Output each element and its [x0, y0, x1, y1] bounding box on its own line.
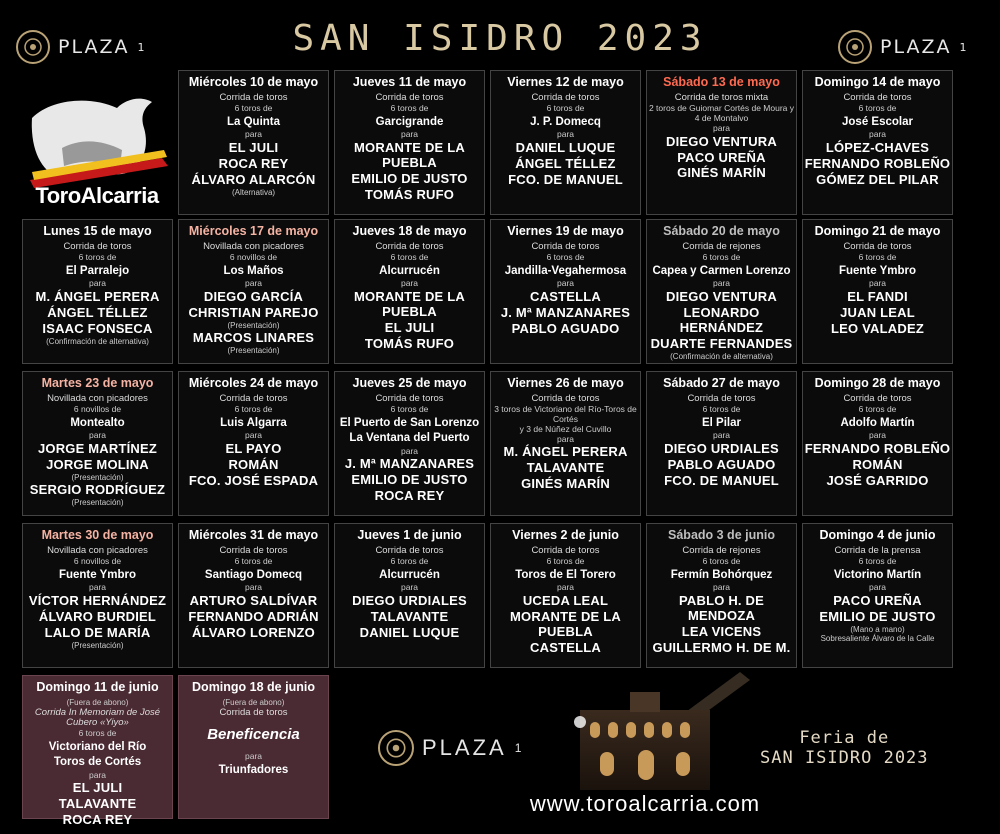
event-detail: para [244, 582, 262, 593]
event-detail: para [88, 278, 106, 289]
event-type: Corrida de toros [843, 92, 912, 104]
torero-name: LEO VALADEZ [831, 320, 924, 336]
plaza-de-toros-building-icon [540, 672, 760, 790]
event-detail: para [88, 430, 106, 441]
calendar-day-cell [178, 371, 329, 516]
torero-name: EMILIO DE JUSTO [819, 608, 936, 624]
torero-name: TOMÁS RUFO [364, 335, 455, 351]
day-heading: Martes 23 de mayo [41, 376, 154, 390]
torero-name: CHRISTIAN PAREJO [188, 304, 319, 320]
torero-name: TALAVANTE [370, 608, 449, 624]
ganaderia-name: Alcurrucén [379, 265, 440, 278]
day-heading: Sábado 3 de junio [668, 528, 775, 542]
torero-name: MARCOS LINARES [192, 330, 315, 346]
event-type: Corrida In Memoriam de José Cubero «Yiyo» [34, 706, 161, 729]
brand-sup: 1 [959, 40, 969, 54]
event-type: Novillada con picadores [47, 545, 148, 557]
event-note: (Presentación) [71, 640, 124, 650]
event-highlight: Beneficencia [207, 726, 300, 744]
event-type: Corrida de toros [219, 706, 288, 718]
day-heading: Domingo 14 de mayo [814, 75, 941, 89]
ganaderia-name: El Parralejo [65, 265, 130, 278]
calendar-day-cell [646, 219, 797, 364]
event-detail: para [556, 129, 574, 140]
torero-name: JORGE MOLINA [46, 456, 149, 472]
torero-name: ÁNGEL TÉLLEZ [47, 304, 148, 320]
torero-name: TALAVANTE [58, 796, 137, 812]
calendar-day-cell [802, 371, 953, 516]
brand-sup: 1 [137, 40, 147, 54]
torero-name: ROCA REY [218, 155, 289, 171]
event-detail: para [712, 582, 730, 593]
ganaderia-name: Adolfo Martín [840, 417, 915, 430]
event-note: (Fuera de abono) [222, 698, 285, 708]
torero-name: MORANTE DE LA PUEBLA [354, 289, 465, 319]
ganaderia-name: Jandilla-Vegahermosa [504, 265, 627, 278]
event-detail: 6 novillos de [73, 404, 122, 415]
calendar-day-cell [490, 371, 641, 516]
event-detail: 6 toros de [390, 252, 429, 263]
event-detail: 6 toros de [234, 556, 273, 567]
day-heading: Martes 30 de mayo [41, 528, 154, 542]
torero-name: ROMÁN [228, 456, 279, 472]
torero-name: EL JULI [72, 780, 123, 796]
event-note: (Presentación) [71, 498, 124, 508]
event-detail: para [400, 445, 418, 456]
ganaderia-name: La Quinta [226, 116, 281, 129]
torero-name: TALAVANTE [526, 460, 605, 476]
calendar-day-cell [22, 371, 173, 516]
calendar-day-cell [802, 219, 953, 364]
calendar-day-cell [646, 70, 797, 215]
event-type: Corrida de toros [219, 545, 288, 557]
torero-name: FERNANDO ADRIÁN [188, 608, 319, 624]
event-detail: para [88, 769, 106, 780]
event-detail: 6 toros de [858, 404, 897, 415]
event-detail: para [244, 278, 262, 289]
day-heading: Sábado 20 de mayo [663, 224, 780, 238]
event-detail: 6 toros de [858, 103, 897, 114]
torero-name: GÓMEZ DEL PILAR [816, 171, 939, 187]
torero-name: EL JULI [384, 319, 435, 335]
event-detail: para [556, 278, 574, 289]
ganaderia-name: Montealto [70, 417, 125, 430]
event-detail: para [868, 430, 886, 441]
event-type: Corrida de toros [375, 92, 444, 104]
torero-name: TOMÁS RUFO [364, 186, 455, 202]
event-detail: 6 toros de [234, 103, 273, 114]
torero-name: JORGE MARTÍNEZ [37, 441, 158, 457]
ganaderia-name: Toros de El Torero [515, 569, 616, 582]
torero-name: CASTELLA [530, 289, 601, 305]
calendar-day-cell [178, 219, 329, 364]
torero-name: ÁLVARO BURDIEL [38, 608, 157, 624]
day-heading: Domingo 18 de junio [192, 680, 315, 694]
event-type: Corrida de rejones [682, 241, 761, 253]
event-detail: para [712, 278, 730, 289]
event-type: Corrida de la prensa [834, 545, 921, 557]
calendar-day-cell [334, 371, 485, 516]
torero-name: MORANTE DE LA PUEBLA [354, 140, 465, 170]
ganaderia-name: Alcurrucén [379, 569, 440, 582]
event-note: (Presentación) [227, 346, 280, 356]
day-heading: Miércoles 17 de mayo [188, 224, 319, 238]
event-note: Sobresaliente Álvaro de la Calle [820, 634, 935, 644]
ganaderia-name: Triunfadores [218, 763, 289, 776]
calendar-day-cell [490, 219, 641, 364]
torero-name: LEA VICENS [681, 623, 762, 639]
event-detail: 2 toros de Guiomar Cortés de Moura y 4 de Montalvo [648, 103, 795, 124]
torero-name: DANIEL LUQUE [359, 624, 460, 640]
event-type: Novillada con picadores [47, 393, 148, 405]
torero-name: LEONARDO HERNÁNDEZ [679, 304, 764, 335]
torero-name: FCO. JOSÉ ESPADA [188, 472, 319, 488]
event-type: Corrida de rejones [682, 545, 761, 557]
event-type: Corrida de toros [843, 393, 912, 405]
ganaderia-name: Toros de Cortés [53, 756, 142, 769]
torero-name: DIEGO VENTURA [666, 289, 777, 305]
torero-name: ROMÁN [852, 456, 903, 472]
event-type: Corrida de toros [375, 393, 444, 405]
event-type: Corrida de toros mixta [674, 92, 769, 104]
torero-name: FCO. DE MANUEL [508, 171, 623, 187]
day-heading: Jueves 25 de mayo [352, 376, 467, 390]
event-detail: para [556, 582, 574, 593]
event-detail: 6 toros de [546, 103, 585, 114]
toroalcarria-logo-text: ToroAlcarria [35, 183, 159, 208]
event-type: Corrida de toros [531, 545, 600, 557]
event-type: Corrida de toros [219, 393, 288, 405]
ganaderia-name: El Pilar [702, 417, 741, 430]
event-detail: 6 toros de [858, 556, 897, 567]
event-detail: para [556, 433, 574, 444]
event-note: (Alternativa) [231, 187, 276, 197]
event-detail: para [244, 750, 262, 761]
plaza1-logo-footer [378, 730, 524, 766]
event-detail: para [400, 129, 418, 140]
torero-name: DIEGO URDIALES [664, 441, 779, 457]
event-detail: 6 toros de [858, 252, 897, 263]
torero-name: DIEGO VENTURA [666, 133, 777, 149]
ganaderia-name: Garcigrande [375, 116, 444, 129]
torero-name: EMILIO DE JUSTO [351, 472, 468, 488]
event-note: (Mano a mano) [850, 624, 905, 634]
feria-line1: Feria de [799, 728, 890, 748]
torero-name: FCO. DE MANUEL [664, 472, 779, 488]
torero-name: GINÉS MARÍN [521, 476, 610, 492]
torero-name: ROCA REY [62, 812, 133, 828]
torero-name: FERNANDO ROBLEÑO [804, 155, 951, 171]
event-detail: 6 toros de [390, 556, 429, 567]
brand-text: PLAZA [880, 36, 952, 58]
feria-line2: SAN ISIDRO 2023 [760, 748, 929, 769]
calendar-day-cell [178, 523, 329, 668]
torero-name: LÓPEZ-CHAVES [825, 140, 930, 156]
day-heading: Viernes 12 de mayo [507, 75, 624, 89]
ganaderia-name: Capea y Carmen Lorenzo [652, 265, 791, 278]
torero-name: ISAAC FONSECA [42, 320, 153, 336]
day-heading: Domingo 11 de junio [36, 680, 159, 694]
footer-brand-sup: 1 [514, 741, 525, 755]
torero-name: DIEGO GARCÍA [203, 289, 304, 305]
torero-name: ÁLVARO ALARCÓN [191, 171, 316, 187]
torero-name: PABLO H. DE MENDOZA [678, 593, 765, 623]
ganaderia-name: J. P. Domecq [530, 116, 601, 129]
calendar-day-cell [334, 523, 485, 668]
torero-name: DIEGO URDIALES [352, 593, 467, 609]
event-detail: 6 toros de [390, 103, 429, 114]
event-note: (Presentación) [227, 320, 280, 330]
calendar-day-cell [490, 523, 641, 668]
event-detail: para [400, 278, 418, 289]
event-detail: y 3 de Núñez del Cuvillo [519, 423, 612, 434]
calendar-day-cell [334, 219, 485, 364]
torero-name: PACO UREÑA [677, 149, 766, 165]
torero-name: ARTURO SALDÍVAR [189, 593, 318, 609]
event-detail: 6 toros de [702, 556, 741, 567]
event-detail: 6 toros de [234, 404, 273, 415]
event-type: Corrida de toros [531, 92, 600, 104]
ganaderia-name: Luis Algarra [220, 417, 287, 430]
event-type: Corrida de toros [531, 241, 600, 253]
torero-name: M. ÁNGEL PERERA [503, 444, 628, 460]
event-detail: para [712, 430, 730, 441]
torero-name: DUARTE FERNANDES [650, 335, 793, 351]
event-detail: 6 toros de [702, 404, 741, 415]
ganaderia-name: Fuente Ymbro [58, 569, 137, 582]
event-type: Corrida de toros [687, 393, 756, 405]
torero-name: J. Mª MANZANARES [500, 304, 631, 320]
event-detail: 6 toros de [546, 252, 585, 263]
day-heading: Miércoles 24 de mayo [188, 376, 319, 390]
event-note: (Confirmación de alternativa) [46, 336, 149, 346]
event-note: (Fuera de abono) [66, 698, 129, 708]
ganaderia-name: Fermín Bohórquez [670, 569, 773, 582]
feria-title [760, 728, 929, 769]
calendar-day-cell [646, 523, 797, 668]
torero-name: GUILLERMO H. DE M. [652, 639, 791, 655]
website-link[interactable]: www.toroalcarria.com [529, 791, 761, 816]
event-detail: para [400, 582, 418, 593]
event-type: Corrida de toros [219, 92, 288, 104]
event-type: Corrida de toros [375, 545, 444, 557]
event-detail: para [712, 122, 730, 133]
event-detail: para [88, 582, 106, 593]
event-detail: para [868, 129, 886, 140]
ganaderia-name: Victorino Martín [833, 569, 922, 582]
torero-name: EL JULI [228, 140, 279, 156]
event-detail: 6 novillos de [229, 252, 278, 263]
torero-name: EMILIO DE JUSTO [351, 170, 468, 186]
event-detail: 3 toros de Victoriano del Río-Toros de Cortés [494, 404, 637, 425]
event-detail: 6 toros de [546, 556, 585, 567]
ganaderia-name: El Puerto de San Lorenzo [339, 417, 480, 430]
torero-name: J. Mª MANZANARES [344, 456, 475, 472]
calendar-day-cell [802, 523, 953, 668]
event-detail: para [244, 430, 262, 441]
plaza-emblem-icon [378, 730, 414, 766]
torero-name: SERGIO RODRÍGUEZ [29, 482, 166, 498]
torero-name: UCEDA LEAL [522, 593, 609, 609]
torero-name: ÁNGEL TÉLLEZ [515, 155, 616, 171]
torero-name: GINÉS MARÍN [677, 165, 766, 181]
event-detail: 6 novillos de [73, 556, 122, 567]
calendar-day-cell [334, 70, 485, 215]
day-heading: Viernes 26 de mayo [507, 376, 624, 390]
page-title: SAN ISIDRO 2023 [292, 18, 708, 59]
calendar-day-cell [490, 70, 641, 215]
event-type: Corrida de toros [843, 241, 912, 253]
day-heading: Sábado 13 de mayo [663, 75, 780, 89]
plaza-emblem-icon [838, 30, 872, 64]
torero-name: ROCA REY [374, 488, 445, 504]
torero-name: M. ÁNGEL PERERA [35, 289, 160, 305]
day-heading: Sábado 27 de mayo [663, 376, 780, 390]
torero-name: JUAN LEAL [840, 304, 915, 320]
event-type: Corrida de toros [63, 241, 132, 253]
torero-name: DANIEL LUQUE [515, 140, 616, 156]
ganaderia-name: Victoriano del Río [48, 741, 147, 754]
torero-name: JOSÉ GARRIDO [826, 472, 929, 488]
calendar-day-cell [22, 523, 173, 668]
day-heading: Jueves 1 de junio [357, 528, 462, 542]
day-heading: Viernes 2 de junio [512, 528, 619, 542]
day-heading: Domingo 28 de mayo [814, 376, 941, 390]
day-heading: Viernes 19 de mayo [507, 224, 624, 238]
calendar-day-cell [802, 70, 953, 215]
event-detail: 6 toros de [78, 728, 117, 739]
torero-name: EL FANDI [847, 289, 908, 305]
torero-name: EL PAYO [225, 441, 282, 457]
footer-brand-text: PLAZA [422, 735, 507, 760]
torero-name: MORANTE DE LA PUEBLA [510, 608, 621, 639]
torero-name: CASTELLA [530, 639, 601, 655]
event-type: Corrida de toros [531, 393, 600, 405]
torero-name: FERNANDO ROBLEÑO [804, 441, 951, 457]
ganaderia-name: Santiago Domecq [204, 569, 303, 582]
torero-name: PABLO AGUADO [511, 320, 620, 336]
day-heading: Jueves 11 de mayo [352, 75, 467, 89]
event-detail: para [868, 278, 886, 289]
ganaderia-name: La Ventana del Puerto [349, 432, 470, 445]
torero-name: VÍCTOR HERNÁNDEZ [28, 593, 167, 609]
torero-name: ÁLVARO LORENZO [192, 624, 315, 640]
calendar-day-cell [22, 219, 173, 364]
ganaderia-name: José Escolar [842, 116, 913, 129]
event-detail: para [244, 129, 262, 140]
torero-name: LALO DE MARÍA [44, 624, 151, 640]
event-note: (Presentación) [71, 472, 124, 482]
event-detail: para [868, 582, 886, 593]
torero-name: PABLO AGUADO [667, 456, 776, 472]
event-note: (Confirmación de alternativa) [670, 351, 773, 361]
day-heading: Jueves 18 de mayo [352, 224, 467, 238]
calendar-day-cell [646, 371, 797, 516]
event-detail: 6 toros de [702, 252, 741, 263]
brand-text: PLAZA [58, 36, 130, 58]
day-heading: Domingo 21 de mayo [814, 224, 941, 238]
plaza1-logo-right [838, 30, 969, 64]
calendar-day-cell [178, 70, 329, 215]
ganaderia-name: Fuente Ymbro [838, 265, 917, 278]
event-detail: 6 toros de [78, 252, 117, 263]
ganaderia-name: Los Maños [223, 265, 284, 278]
event-type: Novillada con picadores [203, 241, 304, 253]
day-heading: Lunes 15 de mayo [43, 224, 152, 238]
event-type: Corrida de toros [375, 241, 444, 253]
day-heading: Domingo 4 de junio [819, 528, 936, 542]
torero-name: PACO UREÑA [833, 593, 922, 609]
event-detail: 6 toros de [390, 404, 429, 415]
day-heading: Miércoles 31 de mayo [188, 528, 319, 542]
day-heading: Miércoles 10 de mayo [188, 75, 319, 89]
